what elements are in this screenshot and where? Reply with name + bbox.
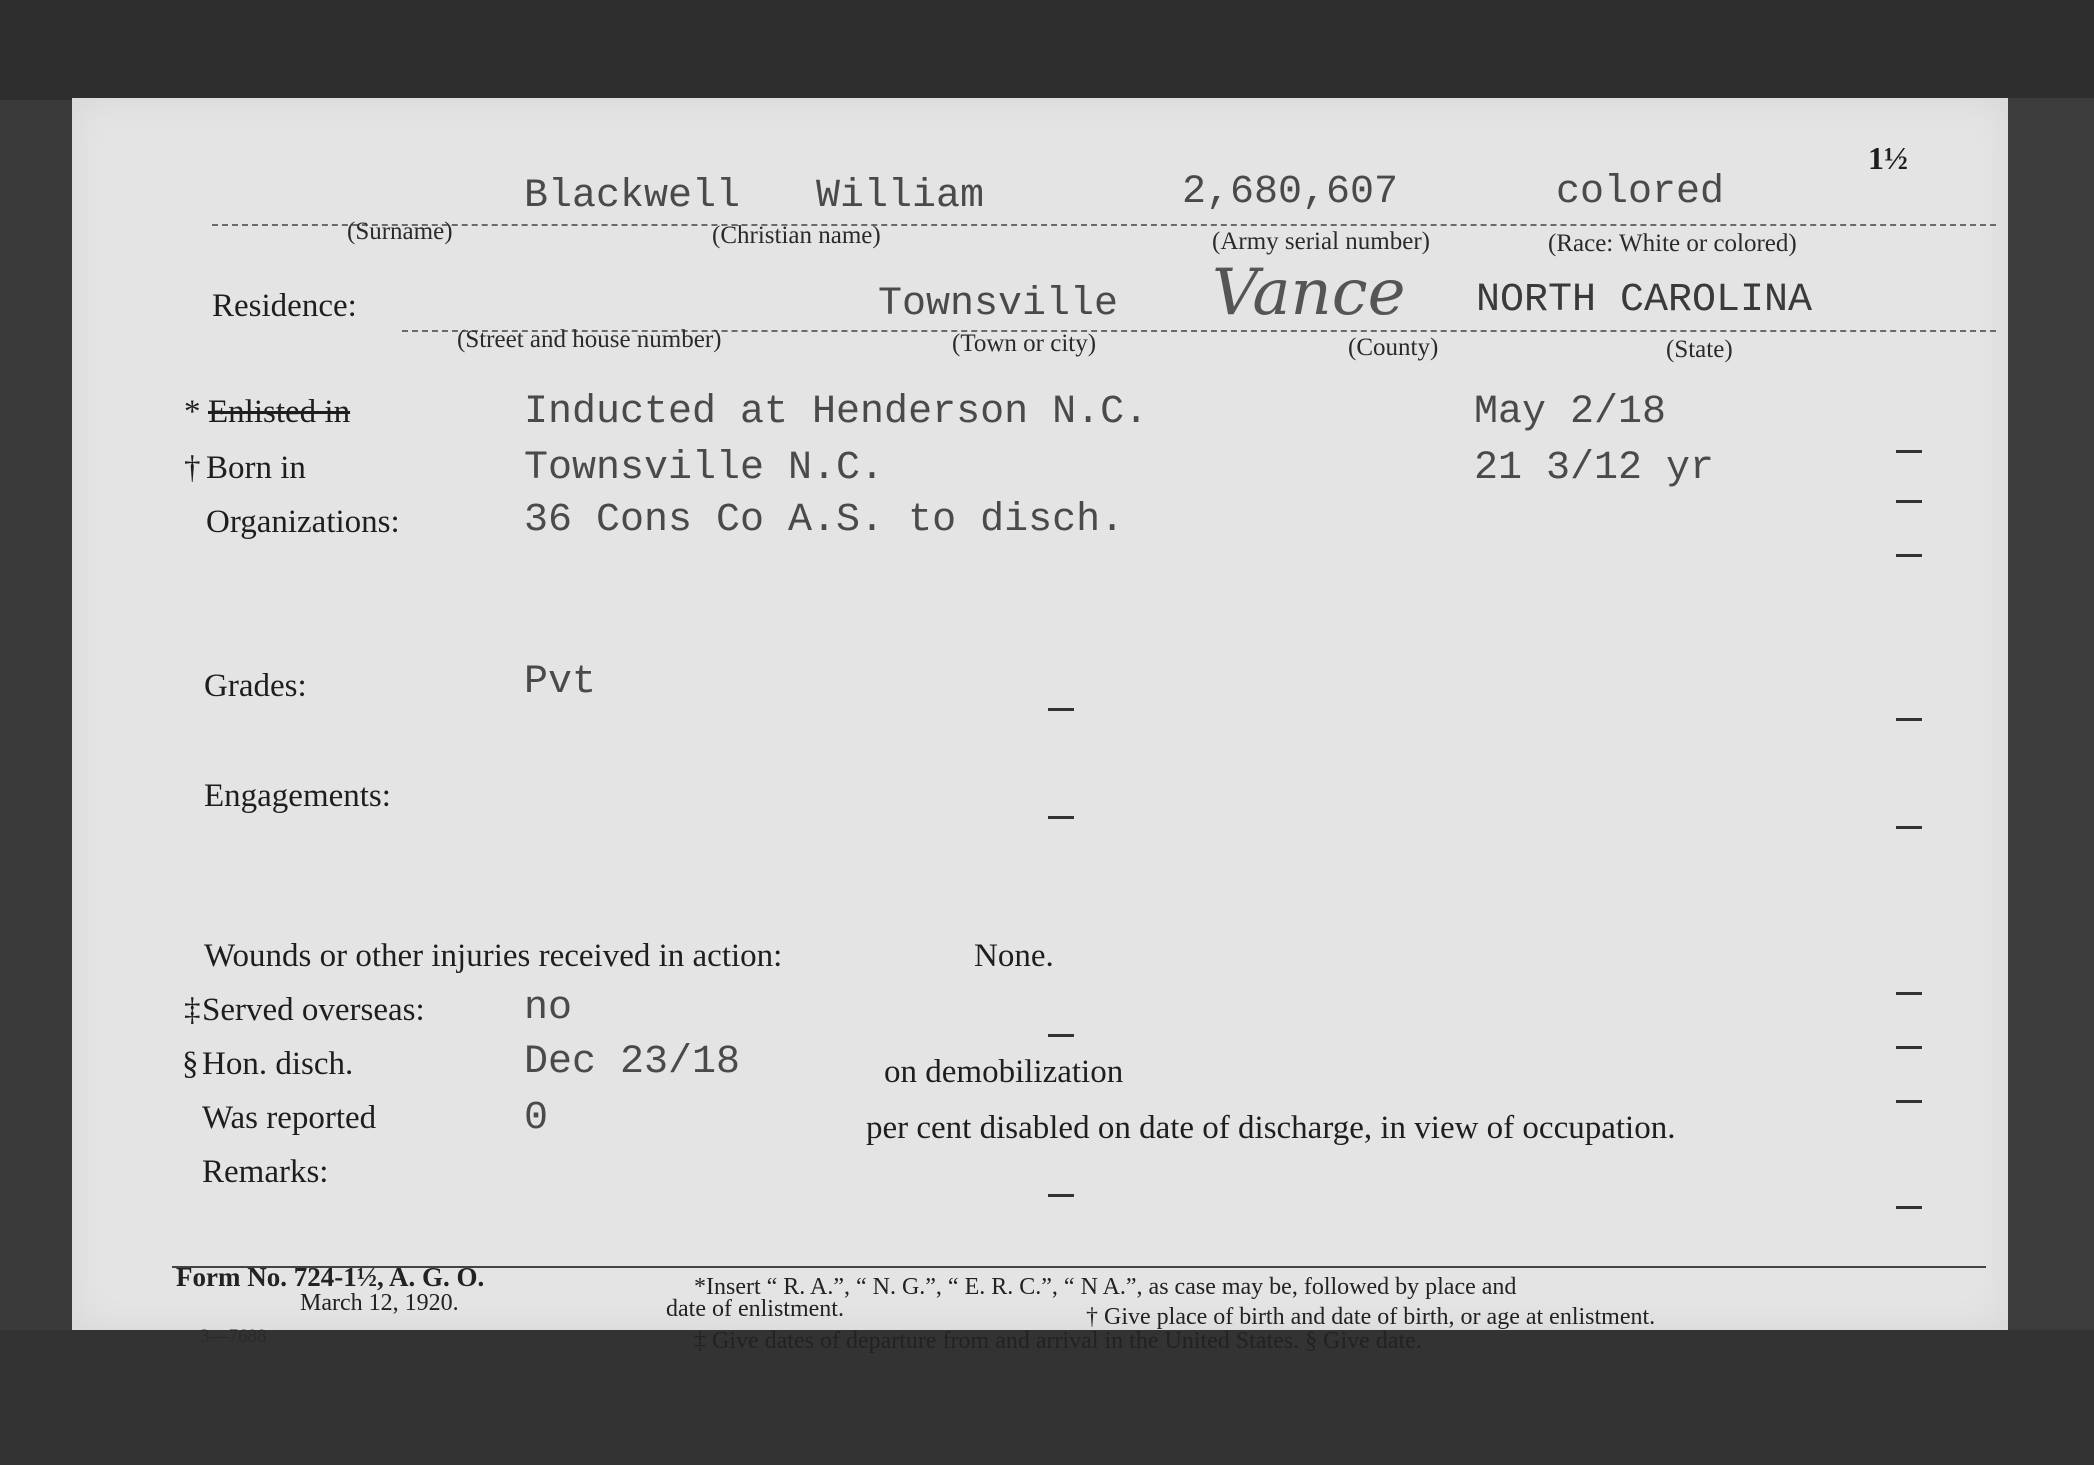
race-value: colored — [1556, 170, 1725, 215]
enlisted-tick — [1896, 450, 1922, 453]
overseas-value: no — [524, 986, 573, 1031]
serial-caption: (Army serial number) — [1212, 228, 1430, 255]
remarks-tick-center — [1048, 1194, 1074, 1197]
engagements-tick-center — [1048, 816, 1074, 819]
form-date: March 12, 1920. — [300, 1290, 459, 1316]
engagements-tick — [1896, 826, 1922, 829]
born-mark: † — [184, 450, 201, 486]
race-caption: (Race: White or colored) — [1548, 230, 1797, 257]
residence-label: Residence: — [212, 288, 357, 324]
disch-reason-value: on demobilization — [884, 1054, 1124, 1090]
town-value: Townsville — [878, 282, 1119, 327]
state-value: NORTH CAROLINA — [1476, 278, 1813, 323]
organizations-label: Organizations: — [206, 504, 400, 540]
reported-value: 0 — [524, 1096, 549, 1141]
state-caption: (State) — [1666, 336, 1733, 363]
grades-tick — [1896, 718, 1922, 721]
county-handwritten-value: Vance — [1212, 256, 1406, 330]
disabled-statement: per cent disabled on date of discharge, in view of occupation. — [866, 1110, 1676, 1146]
born-label: Born in — [206, 450, 306, 486]
service-record-card — [72, 98, 2008, 1354]
form-number: Form No. 724-1½, A. G. O. — [176, 1262, 485, 1292]
wounds-tick — [1896, 992, 1922, 995]
grades-value: Pvt — [524, 660, 597, 705]
christian-name-value: William — [816, 174, 985, 219]
remarks-tick — [1896, 1206, 1922, 1209]
surname-caption: (Surname) — [347, 218, 453, 245]
wounds-label: Wounds or other injuries received in action: — [204, 938, 783, 974]
enlisted-label: Enlisted in — [208, 394, 351, 430]
grades-label: Grades: — [204, 668, 307, 704]
organizations-value: 36 Cons Co A.S. to disch. — [524, 498, 1125, 543]
disch-tick — [1896, 1100, 1922, 1103]
remarks-label: Remarks: — [202, 1154, 329, 1190]
footnote-overseas: ‡ Give dates of departure from and arrival in the United States. § Give date. — [694, 1328, 1422, 1354]
overseas-mark: ‡ — [184, 992, 201, 1028]
age-value: 21 3/12 yr — [1474, 446, 1715, 491]
town-caption: (Town or city) — [952, 330, 1097, 357]
print-code: 3—7688 — [200, 1326, 267, 1347]
organizations-tick — [1896, 554, 1922, 557]
enlisted-mark: * — [184, 394, 201, 430]
overseas-label: Served overseas: — [202, 992, 425, 1028]
enlisted-date-value: May 2/18 — [1474, 390, 1667, 435]
footnote-insert: *Insert “ R. A.”, “ N. G.”, “ E. R. C.”, “ N A.”, as case may be, followed by place and — [694, 1274, 1517, 1300]
reported-label: Was reported — [202, 1100, 377, 1136]
grades-tick-center — [1048, 708, 1074, 711]
disch-mark: § — [182, 1046, 199, 1082]
christian-name-caption: (Christian name) — [712, 222, 881, 249]
county-caption: (County) — [1348, 334, 1439, 361]
fraction-mark: 1½ — [1868, 140, 1908, 176]
wounds-value: None. — [974, 938, 1054, 974]
surname-value: Blackwell — [524, 174, 741, 219]
born-tick — [1896, 500, 1922, 503]
engagements-label: Engagements: — [204, 778, 391, 814]
overseas-tick-center — [1048, 1034, 1074, 1037]
disch-label: Hon. disch. — [202, 1046, 354, 1082]
scan-background-right — [2008, 98, 2094, 1330]
scan-background-top — [0, 0, 2094, 100]
serial-number-value: 2,680,607 — [1182, 170, 1399, 215]
footnote-insert-cont: date of enlistment. — [666, 1296, 844, 1322]
overseas-tick — [1896, 1046, 1922, 1049]
enlisted-value: Inducted at Henderson N.C. — [524, 390, 1149, 435]
born-value: Townsville N.C. — [524, 446, 885, 491]
name-line — [212, 224, 1996, 226]
footnote-born: † Give place of birth and date of birth, or age at enlistment. — [1086, 1304, 1656, 1330]
street-caption: (Street and house number) — [457, 326, 722, 353]
disch-date-value: Dec 23/18 — [524, 1040, 741, 1085]
